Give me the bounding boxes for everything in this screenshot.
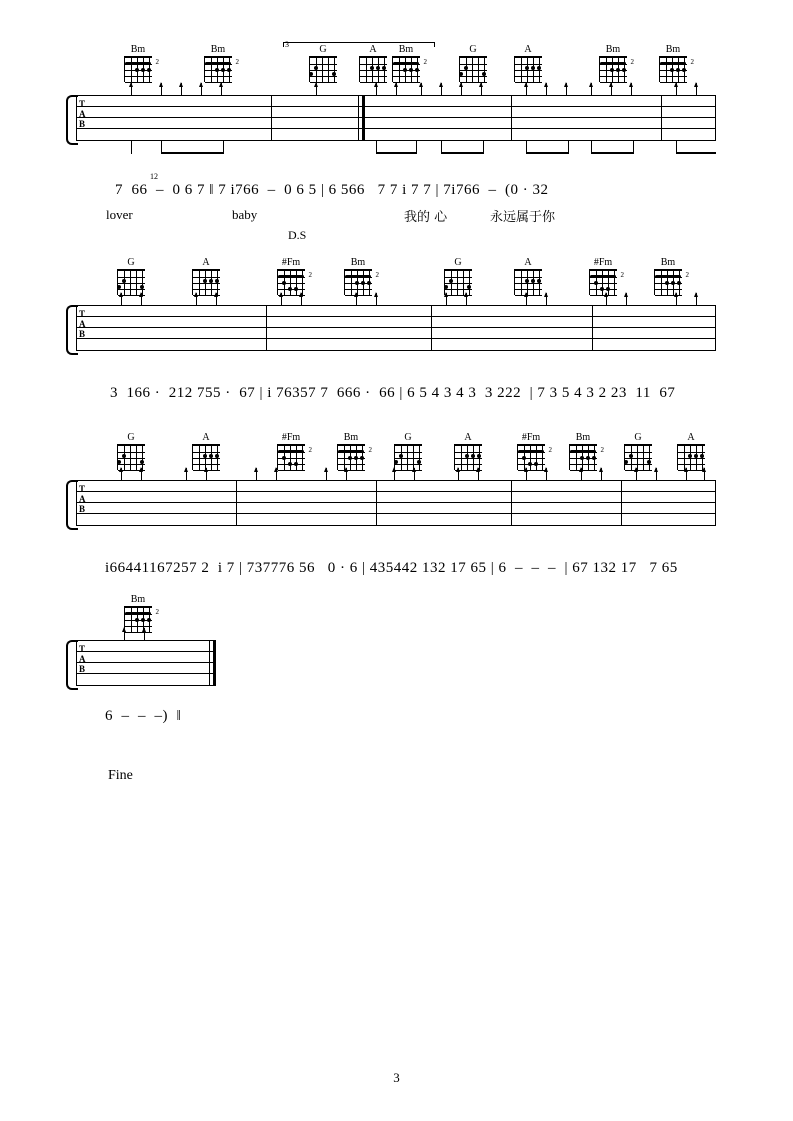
strum-arrow	[376, 83, 377, 95]
chord-diagram-bm	[650, 257, 689, 295]
chord-grid	[599, 56, 634, 82]
notation-superscript: 12	[150, 172, 158, 181]
fret-number: 2	[368, 446, 372, 454]
chord-diagram-bm	[120, 44, 159, 82]
rhythm-beam	[376, 152, 416, 154]
chord-diagram-g	[113, 433, 149, 470]
strum-arrow	[581, 468, 582, 480]
chord-grid	[514, 56, 542, 82]
strum-arrow	[256, 468, 257, 480]
strum-arrow	[196, 293, 197, 305]
lyric-word-cn: 我的 心	[404, 210, 448, 225]
notation-line: i66441167257 2 i 7 | 737776 56 0 · 6 | 435442 132 17 65 | 6 – – – | 67 132 17 7 65	[105, 560, 678, 576]
ds-marking: D.S	[288, 228, 307, 242]
strum-arrow	[414, 468, 415, 480]
strum-arrow	[656, 468, 657, 480]
chord-name: #Fm	[281, 257, 301, 268]
tab-staff	[76, 480, 716, 526]
chord-grid	[624, 444, 652, 470]
rhythm-stem	[223, 140, 224, 154]
fret-number: 2	[375, 271, 379, 279]
chord-diagram-a	[355, 45, 391, 82]
strum-arrow	[441, 83, 442, 95]
strum-arrow	[526, 293, 527, 305]
chord-grid	[394, 444, 422, 470]
chord-grid	[309, 56, 337, 82]
fine-marking: Fine	[108, 768, 133, 783]
strum-arrow	[144, 628, 145, 640]
chord-name: A	[524, 44, 532, 55]
strum-arrow	[696, 293, 697, 305]
strum-arrow	[161, 83, 162, 95]
tab-staff	[76, 305, 716, 351]
fret-number: 2	[620, 271, 624, 279]
strum-arrow	[566, 83, 567, 95]
strum-arrow	[181, 83, 182, 95]
strum-arrow	[704, 468, 705, 480]
strum-arrow	[356, 293, 357, 305]
strum-arrow	[421, 83, 422, 95]
strum-arrow	[601, 468, 602, 480]
tab-clef: T A B	[79, 484, 86, 514]
chord-diagram-bm	[565, 432, 604, 470]
chord-diagram-a	[510, 258, 546, 295]
chord-diagram-bm	[388, 44, 427, 82]
strum-arrow	[591, 83, 592, 95]
chord-diagram-bm	[200, 44, 239, 82]
triplet-bracket	[283, 42, 435, 47]
tab-clef: T A B	[79, 99, 86, 129]
chord-grid	[337, 444, 372, 470]
chord-name: Bm	[660, 257, 676, 268]
strum-arrow	[526, 83, 527, 95]
page-number: 3	[393, 1070, 400, 1085]
strum-arrow	[636, 468, 637, 480]
lyric-word: baby	[232, 207, 258, 222]
tab-clef: T A B	[79, 644, 86, 674]
chord-diagram-fsharpm	[273, 432, 312, 470]
chord-grid	[124, 606, 159, 632]
strum-arrow	[276, 468, 277, 480]
chord-name: A	[524, 257, 532, 268]
tab-staff	[76, 95, 716, 141]
chord-grid	[659, 56, 694, 82]
chord-name: Bm	[575, 432, 591, 443]
chord-name: G	[454, 257, 462, 268]
strum-arrow	[131, 83, 132, 95]
fret-number: 2	[630, 58, 634, 66]
notation-line: 6 – – –) ‖	[105, 708, 182, 724]
chord-grid	[517, 444, 552, 470]
chord-name: #Fm	[521, 432, 541, 443]
rhythm-beam	[441, 152, 483, 154]
rhythm-beam	[526, 152, 568, 154]
strum-arrow	[676, 83, 677, 95]
strum-arrow	[221, 83, 222, 95]
fret-number: 2	[600, 446, 604, 454]
rhythm-beam	[591, 152, 633, 154]
strum-arrow	[631, 83, 632, 95]
chord-name: G	[404, 432, 412, 443]
strum-arrow	[396, 83, 397, 95]
strum-arrow	[446, 293, 447, 305]
fret-number: 2	[155, 58, 159, 66]
tab-staff	[76, 640, 216, 686]
chord-diagram-fsharpm	[585, 257, 624, 295]
chord-grid	[204, 56, 239, 82]
chord-name: G	[469, 44, 477, 55]
strum-arrow	[394, 468, 395, 480]
chord-name: Bm	[210, 44, 226, 55]
chord-name: A	[202, 432, 210, 443]
chord-grid	[359, 56, 387, 82]
rhythm-stem	[483, 140, 484, 154]
strum-arrow	[696, 83, 697, 95]
chord-name: #Fm	[593, 257, 613, 268]
strum-arrow	[546, 293, 547, 305]
chord-name: G	[634, 432, 642, 443]
chord-name: G	[319, 44, 327, 55]
strum-arrow	[478, 468, 479, 480]
strum-arrow	[216, 293, 217, 305]
chord-grid	[124, 56, 159, 82]
chord-grid	[569, 444, 604, 470]
fret-number: 2	[690, 58, 694, 66]
chord-diagram-bm	[595, 44, 634, 82]
strum-arrow	[141, 468, 142, 480]
strum-arrow	[281, 293, 282, 305]
chord-name: A	[464, 432, 472, 443]
rhythm-stem	[568, 140, 569, 154]
strum-arrow	[461, 83, 462, 95]
chord-name: Bm	[343, 432, 359, 443]
rhythm-beam	[161, 152, 223, 154]
tab-clef: T A B	[79, 309, 86, 339]
rhythm-stem	[633, 140, 634, 154]
chord-diagram-a	[188, 258, 224, 295]
strum-arrow	[526, 468, 527, 480]
chord-name: Bm	[350, 257, 366, 268]
notation-line: 7 66 – 0 6 7 ‖ 7 i766 – 0 6 5 | 6 566 7 7 i 7 7 | 7i766 – (0 · 32	[115, 182, 549, 198]
chord-name: Bm	[605, 44, 621, 55]
notation-line: 3 166 · 212 755 · 67 | i 76357 7 666 · 66 | 6 5 4 3 4 3 3 222 | 7 3 5 4 3 2 23 11 67	[110, 385, 676, 401]
chord-grid	[277, 444, 312, 470]
chord-diagram-bm	[340, 257, 379, 295]
strum-arrow	[376, 293, 377, 305]
system-3	[0, 425, 793, 595]
chord-diagram-a	[510, 45, 546, 82]
strum-arrow	[458, 468, 459, 480]
chord-diagram-a	[188, 433, 224, 470]
chord-grid	[459, 56, 487, 82]
chord-diagram-g	[455, 45, 491, 82]
strum-arrow	[686, 468, 687, 480]
triplet-label: 3	[285, 40, 289, 49]
strum-arrow	[346, 468, 347, 480]
fret-number: 2	[155, 608, 159, 616]
fret-number: 2	[308, 446, 312, 454]
chord-diagram-bm	[333, 432, 372, 470]
chord-diagram-fsharpm	[513, 432, 552, 470]
chord-grid	[344, 269, 379, 295]
chord-name: Bm	[130, 44, 146, 55]
chord-diagram-g	[440, 258, 476, 295]
fret-number: 2	[548, 446, 552, 454]
fret-number: 2	[423, 58, 427, 66]
lyric-word-cn: 永远属于你	[490, 210, 556, 225]
strum-arrow	[121, 293, 122, 305]
chord-diagram-bm	[655, 44, 694, 82]
chord-name: Bm	[130, 594, 146, 605]
fret-number: 2	[235, 58, 239, 66]
strum-arrow	[201, 83, 202, 95]
chord-grid	[392, 56, 427, 82]
chord-diagram-g	[620, 433, 656, 470]
fret-number: 2	[308, 271, 312, 279]
chord-grid	[589, 269, 624, 295]
chord-name: A	[369, 44, 377, 55]
chord-name: G	[127, 257, 135, 268]
strum-arrow	[626, 293, 627, 305]
system-4	[0, 590, 793, 790]
chord-grid	[514, 269, 542, 295]
chord-name: Bm	[398, 44, 414, 55]
strum-arrow	[676, 293, 677, 305]
chord-diagram-a	[673, 433, 709, 470]
strum-arrow	[546, 468, 547, 480]
strum-arrow	[206, 468, 207, 480]
chord-diagram-g	[305, 45, 341, 82]
strum-arrow	[316, 83, 317, 95]
chord-grid	[677, 444, 705, 470]
chord-name: #Fm	[281, 432, 301, 443]
strum-arrow	[141, 293, 142, 305]
strum-arrow	[606, 293, 607, 305]
strum-arrow	[466, 293, 467, 305]
strum-arrow	[301, 293, 302, 305]
chord-diagram-a	[450, 433, 486, 470]
strum-arrow	[611, 83, 612, 95]
chord-name: Bm	[665, 44, 681, 55]
chord-name: A	[687, 432, 695, 443]
rhythm-beam	[676, 152, 716, 154]
strum-arrow	[124, 628, 125, 640]
strum-arrow	[121, 468, 122, 480]
chord-diagram-g	[113, 258, 149, 295]
strum-arrow	[546, 83, 547, 95]
chord-name: A	[202, 257, 210, 268]
rhythm-stem	[131, 140, 132, 154]
rhythm-stem	[416, 140, 417, 154]
strum-arrow	[481, 83, 482, 95]
system-1	[0, 0, 793, 240]
chord-diagram-fsharpm	[273, 257, 312, 295]
system-2	[0, 250, 793, 420]
lyric-word: lover	[106, 207, 133, 222]
chord-diagram-g	[390, 433, 426, 470]
fret-number: 2	[685, 271, 689, 279]
chord-name: G	[127, 432, 135, 443]
strum-arrow	[326, 468, 327, 480]
strum-arrow	[186, 468, 187, 480]
